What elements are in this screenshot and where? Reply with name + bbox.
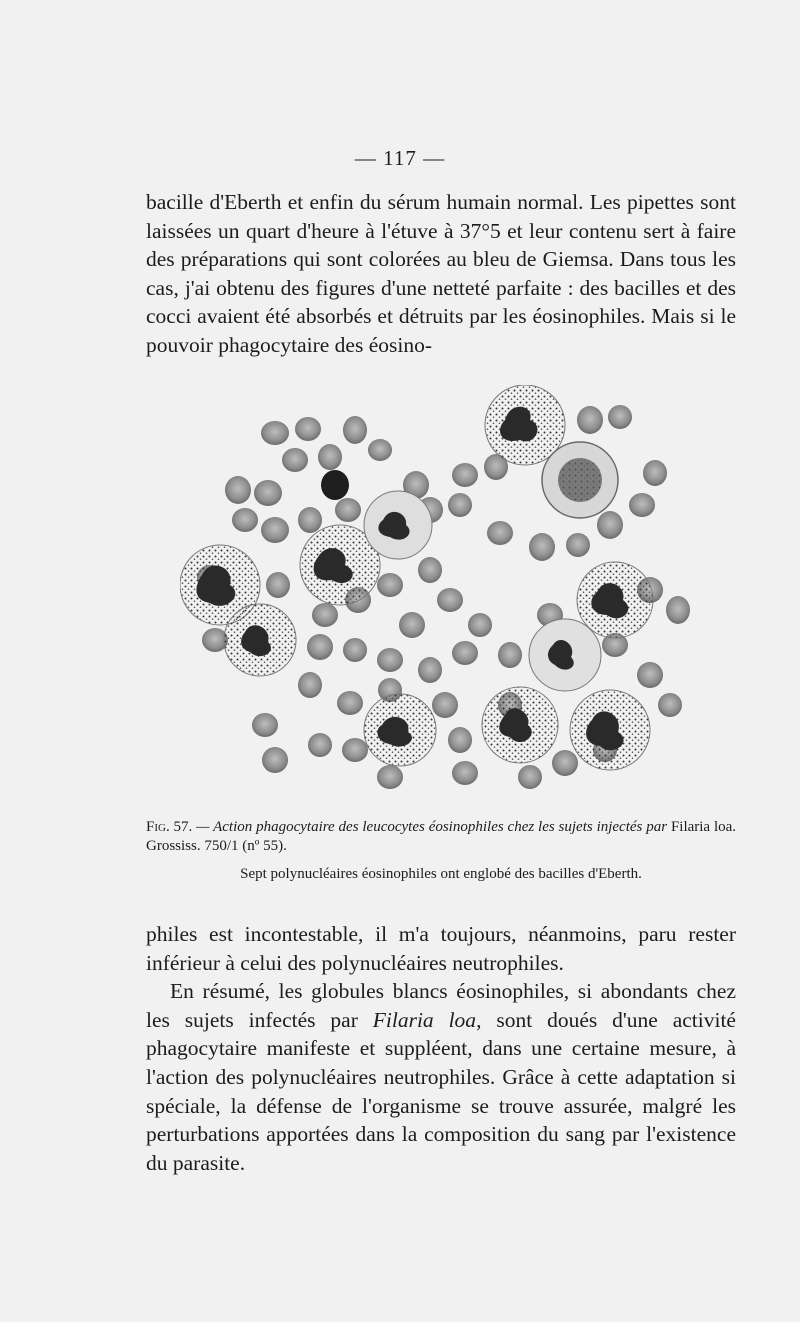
eosinophil-cell xyxy=(529,619,601,691)
micrograph-figure xyxy=(180,385,700,805)
eosinophil-cell xyxy=(364,694,436,766)
eosinophil-cell xyxy=(577,562,653,638)
body-paragraph: philes est incontestable, il m'a toujours, néanmoins, paru rester inférieur à celui des polynucléaires neutrophiles. xyxy=(146,922,736,975)
figure-caption xyxy=(146,818,736,856)
paragraph-3-end: , sont doués d'une activité phagocytaire manifeste et suppléent, dans une certaine mesure, à l'action des polynucléaires neutrophiles. Grâce à cette adaptation si spéciale, la défense de l'organisme se trouve assurée, malgré les perturbations apportées dans la composition du sang par l'existence du parasite. xyxy=(146,1007,736,1175)
body-paragraph: bacille d'Eberth et enfin du sérum humain normal. Les pipettes sont laissées un quart d'heure à l'étuve à 37°5 et leur contenu sert à faire des préparations qui sont colorées au bleu de Giemsa. Dans tous les cas, j'ai obtenu des figures d'une netteté parfaite : des bacilles et des cocci avaient été absorbés et détruits par les éosinophiles. Mais si le pouvoir phagocytaire des éosino- xyxy=(146,190,736,357)
eosinophil-cell xyxy=(482,687,558,763)
figure-caption-italic: — Action phagocytaire des leucocytes éosinophiles chez les sujets injectés par xyxy=(196,819,668,835)
page-number: — 117 — xyxy=(354,146,446,170)
dark-cell xyxy=(321,470,349,500)
figure-label: Fig. 57. xyxy=(146,819,193,835)
eosinophil-cell xyxy=(364,491,432,559)
eosinophil-cell xyxy=(542,442,618,518)
paragraph-3-italic: Filaria loa xyxy=(372,1007,477,1032)
eosinophil-cell xyxy=(570,690,650,770)
body-paragraph xyxy=(146,977,736,1177)
eosinophils xyxy=(180,385,653,770)
eosinophil-cell xyxy=(224,604,296,676)
figure-caption-rest: Filaria loa. Grossiss. 750/1 (nº 55). xyxy=(146,819,737,854)
paragraph-3-start: En résumé, les globules blancs éosinophiles, si abondants chez les sujets infectés par xyxy=(146,979,736,1032)
body-text-lower xyxy=(146,920,736,1177)
micrograph-illustration xyxy=(180,385,700,805)
figure-subcaption: Sept polynucléaires éosinophiles ont englobé des bacilles d'Eberth. xyxy=(240,866,642,882)
